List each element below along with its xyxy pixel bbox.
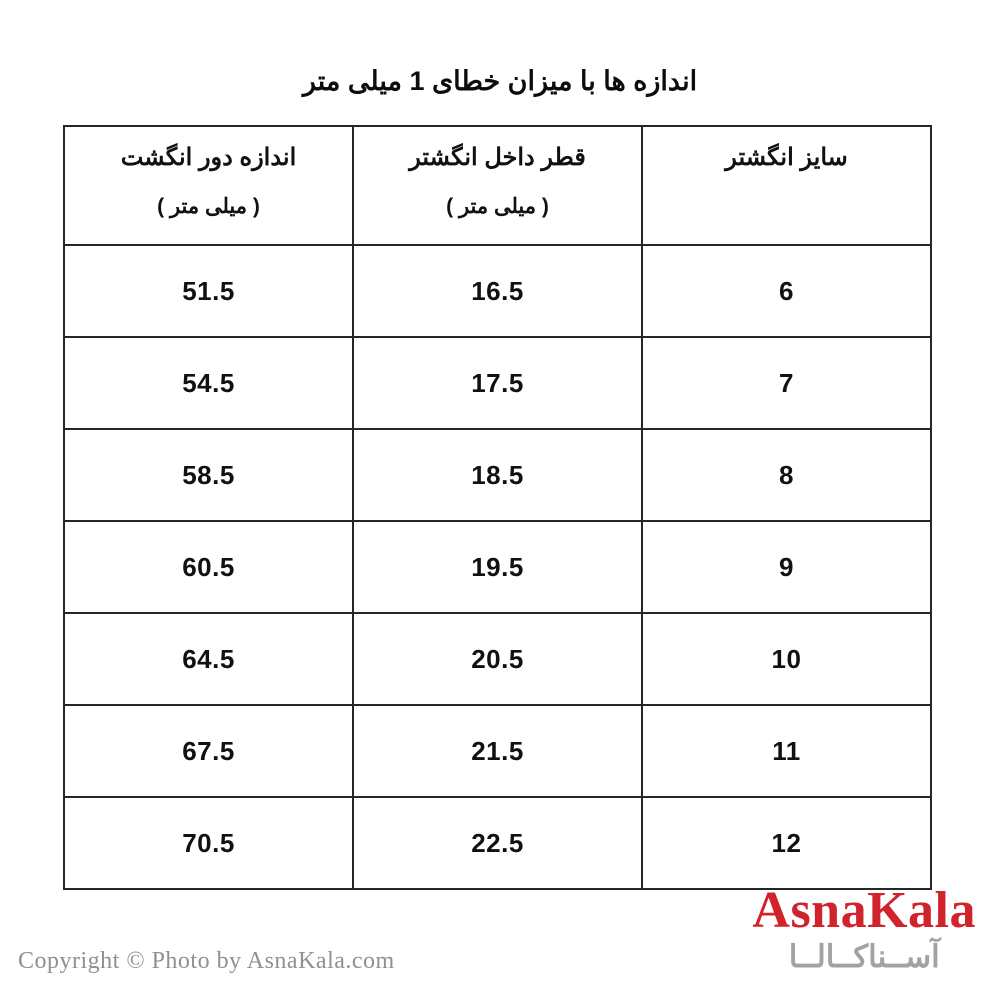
header-unit: ( میلی متر ) <box>446 195 549 218</box>
cell-circumference: 67.5 <box>64 705 353 797</box>
table-row <box>64 797 931 889</box>
cell-circumference: 64.5 <box>64 613 353 705</box>
ring-size-table <box>63 125 932 890</box>
header-unit: ( میلی متر ) <box>157 195 260 218</box>
cell-inner-diameter: 19.5 <box>353 521 642 613</box>
table-row <box>64 337 931 429</box>
logo-latin-wordmark: AsnaKala <box>752 882 976 939</box>
header-cell-inner-diameter <box>353 126 642 245</box>
page-title: اندازه ها با میزان خطای 1 میلی متر <box>302 66 698 96</box>
cell-inner-diameter: 20.5 <box>353 613 642 705</box>
cell-inner-diameter: 16.5 <box>353 245 642 337</box>
header-label: قطر داخل انگشتر <box>409 144 586 171</box>
header-cell-circumference <box>64 126 353 245</box>
cell-inner-diameter: 17.5 <box>353 337 642 429</box>
table-row <box>64 429 931 521</box>
logo-persian-wordmark: آســناکــالــا <box>788 939 940 974</box>
cell-circumference: 70.5 <box>64 797 353 889</box>
cell-ring-size: 6 <box>642 245 931 337</box>
cell-ring-size: 8 <box>642 429 931 521</box>
asnakala-logo <box>752 882 976 974</box>
cell-circumference: 51.5 <box>64 245 353 337</box>
cell-inner-diameter: 22.5 <box>353 797 642 889</box>
header-label: سایز انگشتر <box>725 144 848 171</box>
cell-circumference: 60.5 <box>64 521 353 613</box>
cell-ring-size: 10 <box>642 613 931 705</box>
table-row <box>64 521 931 613</box>
table-row <box>64 245 931 337</box>
table-header <box>64 126 931 245</box>
cell-ring-size: 9 <box>642 521 931 613</box>
copyright-text: Copyright © Photo by AsnaKala.com <box>18 948 395 974</box>
cell-inner-diameter: 18.5 <box>353 429 642 521</box>
cell-ring-size: 7 <box>642 337 931 429</box>
table-row <box>64 705 931 797</box>
table-row <box>64 613 931 705</box>
header-label: اندازه دور انگشت <box>120 144 297 171</box>
cell-circumference: 54.5 <box>64 337 353 429</box>
header-row <box>64 126 931 245</box>
cell-inner-diameter: 21.5 <box>353 705 642 797</box>
cell-circumference: 58.5 <box>64 429 353 521</box>
header-cell-ring-size <box>642 126 931 245</box>
cell-ring-size: 12 <box>642 797 931 889</box>
cell-ring-size: 11 <box>642 705 931 797</box>
